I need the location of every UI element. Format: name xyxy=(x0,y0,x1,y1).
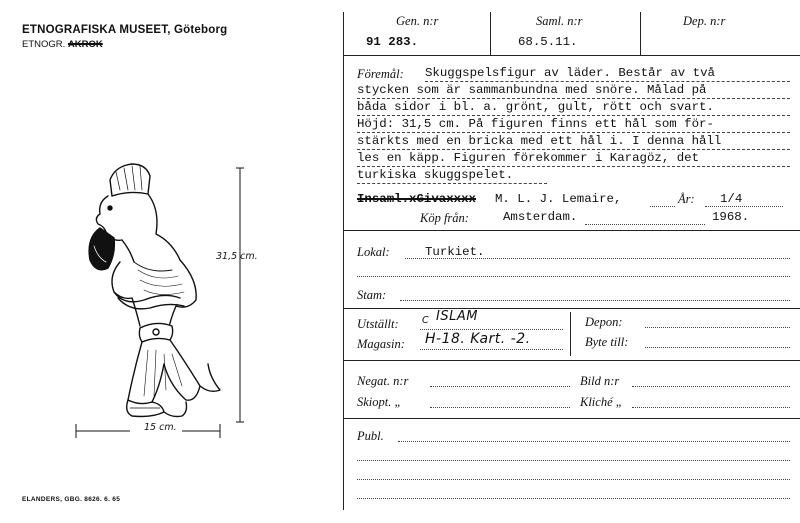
publ-label: Publ. xyxy=(357,429,384,443)
saml-dep-divider xyxy=(640,12,641,55)
bild-label: Bild n:r xyxy=(580,374,620,388)
divider-before-publ xyxy=(343,418,800,419)
museum-name: ETNOGRAFISKA MUSEET, Göteborg xyxy=(22,24,228,36)
rule-line xyxy=(430,386,570,387)
saml-label: Saml. n:r xyxy=(536,14,583,28)
rule-line xyxy=(357,276,790,277)
rule-line xyxy=(430,407,570,408)
card-top-divider xyxy=(343,55,800,56)
magasin-label: Magasin: xyxy=(357,337,405,351)
skiopt-label: Skiopt. „ xyxy=(357,395,402,409)
foremal-line-4: Höjd: 31,5 cm. På figuren finns ett hål som för- xyxy=(357,117,714,131)
foremal-label: Föremål: xyxy=(357,67,404,81)
rule-line xyxy=(400,300,790,301)
ar-value: 1/4 xyxy=(720,192,743,206)
foremal-line-2: stycken som är sammanbundna med snöre. Målad på xyxy=(357,83,707,97)
utstallt-label: Utställt: xyxy=(357,317,399,331)
shadow-puppet-drawing xyxy=(60,150,280,450)
utstallt-prefix: C xyxy=(422,315,429,326)
etnogr-label xyxy=(22,39,103,50)
rule-line xyxy=(405,258,790,259)
rule-line xyxy=(357,98,790,99)
dep-label: Dep. n:r xyxy=(683,14,726,28)
rule-line xyxy=(357,498,790,499)
height-note: 31,5 cm. xyxy=(216,251,258,262)
kop-value: Amsterdam. xyxy=(503,210,578,224)
kop-label: Köp från: xyxy=(420,211,469,225)
ar-label: År: xyxy=(678,192,695,206)
gen-value: 91 283. xyxy=(366,35,419,49)
lokal-label: Lokal: xyxy=(357,245,390,259)
rule-line xyxy=(632,386,790,387)
card-left-border xyxy=(343,12,344,510)
negat-label: Negat. n:r xyxy=(357,374,409,388)
rule-line xyxy=(420,349,563,350)
rule-line xyxy=(398,441,790,442)
magasin-value: H-18. Kart. -2. xyxy=(425,331,531,347)
lokal-value: Turkiet. xyxy=(425,245,485,259)
rule-line xyxy=(357,115,790,116)
width-note: 15 cm. xyxy=(144,422,177,433)
rule-line xyxy=(357,132,790,133)
etnogr-struck: AKROK xyxy=(67,39,103,50)
divider-after-stam xyxy=(343,308,800,309)
foremal-line-1: Skuggspelsfigur av läder. Består av två xyxy=(425,66,715,80)
depon-label: Depon: xyxy=(585,315,623,329)
rule-line xyxy=(357,166,790,167)
stam-label: Stam: xyxy=(357,288,387,302)
divider-after-magasin xyxy=(343,360,800,361)
rule-line xyxy=(357,183,547,184)
foremal-line-6: les en käpp. Figuren förekommer i Karagöz, det xyxy=(357,151,700,165)
gen-label: Gen. n:r xyxy=(396,14,439,28)
rule-line xyxy=(357,149,790,150)
byte-label: Byte till: xyxy=(585,335,629,349)
kliche-label: Kliché „ xyxy=(580,395,623,409)
foremal-line-5: stärkts med en bricka med ett hål i. I denna håll xyxy=(357,134,722,148)
rule-line xyxy=(705,206,783,207)
foremal-line-3: båda sidor i bl. a. grönt, gult, rött och svart. xyxy=(357,100,714,114)
rule-line xyxy=(357,479,790,480)
divider-after-kop xyxy=(343,230,800,231)
rule-line xyxy=(650,206,675,207)
rule-line xyxy=(357,460,790,461)
kop-year: 1968. xyxy=(712,210,750,224)
rule-line xyxy=(645,347,790,348)
rule-line xyxy=(425,81,790,82)
foremal-line-7: turkiska skuggspelet. xyxy=(357,168,514,182)
printer-imprint: ELANDERS, GBG. 8626. 6. 65 xyxy=(22,496,121,503)
etnogr-prefix: ETNOGR. xyxy=(22,39,66,50)
rule-line xyxy=(645,327,790,328)
insaml-struck: Insaml.xGivaxxxx xyxy=(357,192,476,206)
utstallt-value: ISLAM xyxy=(436,309,478,324)
rule-line xyxy=(585,224,705,225)
utstallt-depon-divider xyxy=(570,312,571,356)
rule-line xyxy=(420,329,563,330)
gen-saml-divider xyxy=(490,12,491,55)
saml-value: 68.5.11. xyxy=(518,35,578,49)
insaml-value: M. L. J. Lemaire, xyxy=(495,192,622,206)
rule-line xyxy=(632,407,790,408)
